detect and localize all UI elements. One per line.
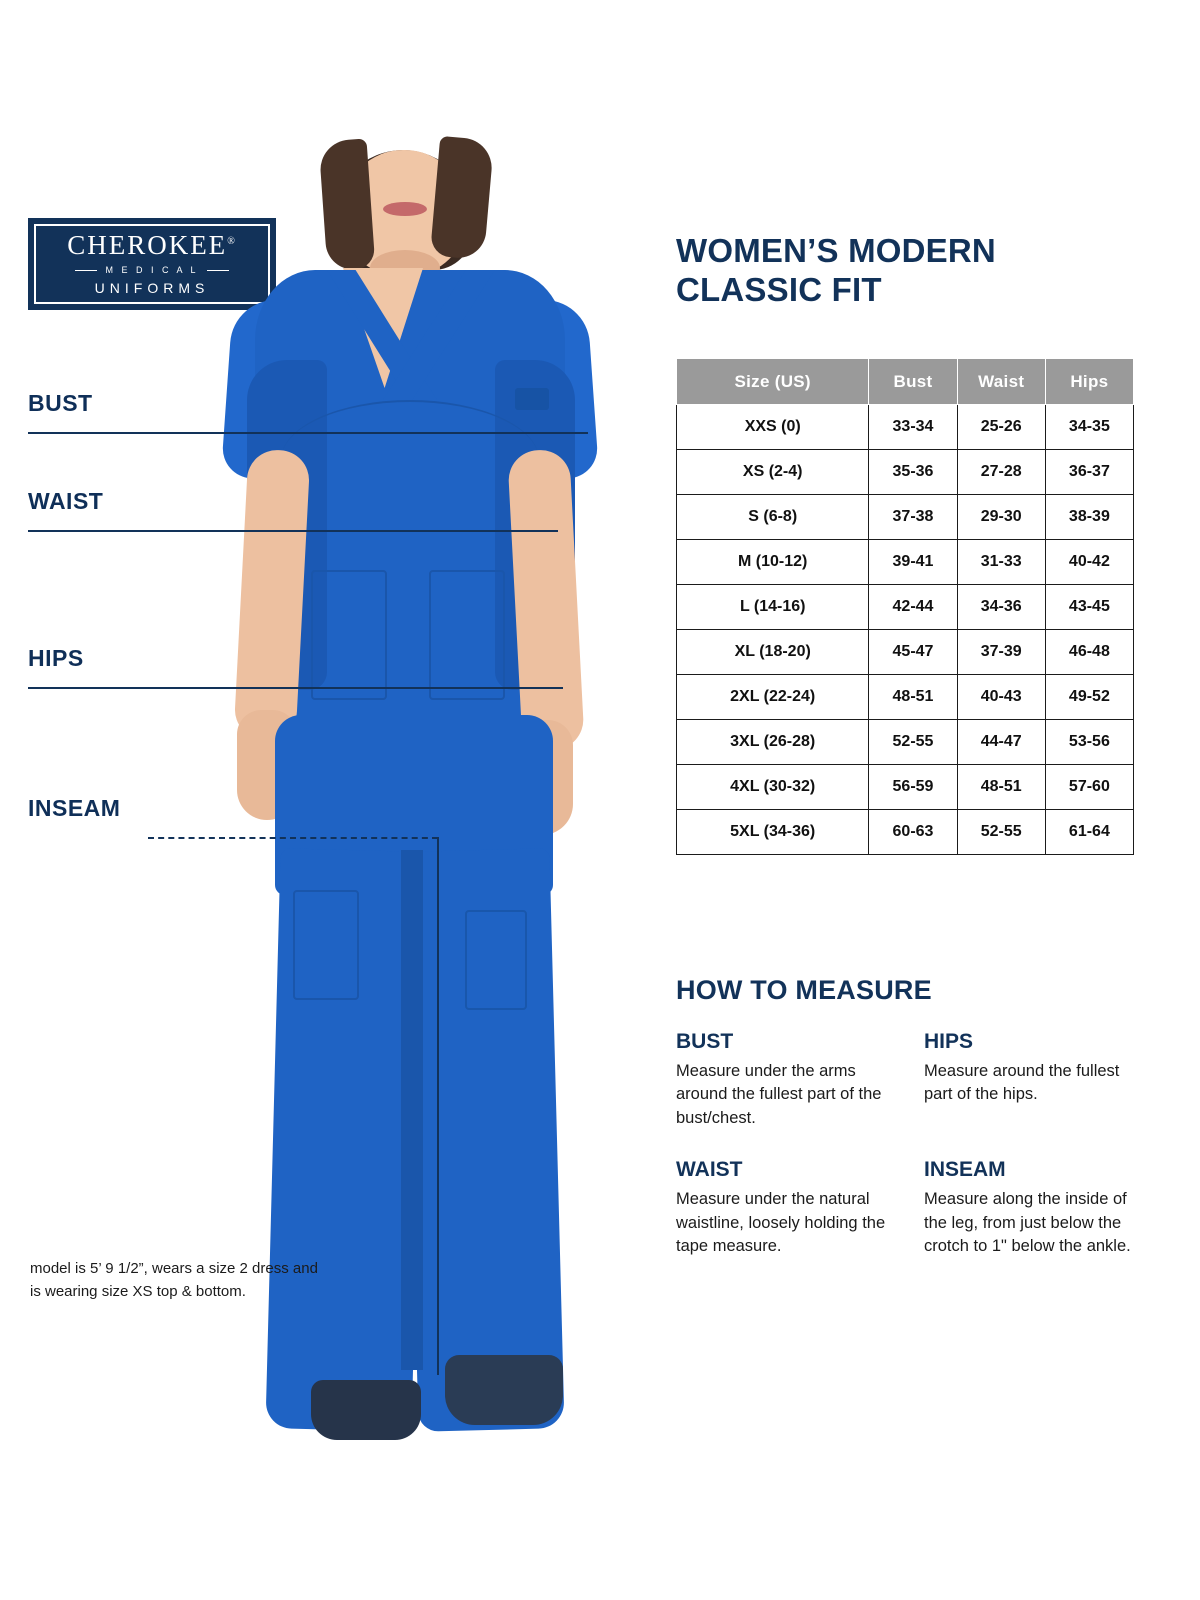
measure-line-inseam-vertical — [437, 837, 439, 1375]
how-to-item-inseam — [924, 1158, 1134, 1258]
model-hair-left — [319, 138, 376, 271]
scrub-top-pocket-right — [429, 570, 505, 700]
cell-hips: 38-39 — [1045, 495, 1133, 540]
cell-size: 5XL (34-36) — [677, 810, 869, 855]
cell-bust: 37-38 — [869, 495, 957, 540]
measure-label-hips: HIPS — [28, 645, 84, 671]
table-row — [677, 585, 1134, 630]
size-table-header — [677, 359, 1134, 405]
cell-waist: 31-33 — [957, 540, 1045, 585]
how-to-measure-grid — [676, 1030, 1134, 1259]
cell-hips: 46-48 — [1045, 630, 1133, 675]
registered-mark-icon: ® — [227, 236, 237, 247]
cell-size: 2XL (22-24) — [677, 675, 869, 720]
scrub-top-logo-tag — [515, 388, 549, 410]
model-shoe-right — [445, 1355, 563, 1425]
how-to-measure-title: HOW TO MEASURE — [676, 975, 932, 1005]
cell-size: 4XL (30-32) — [677, 765, 869, 810]
cell-hips: 36-37 — [1045, 450, 1133, 495]
logo-subtitle-medical: M E D I C A L — [105, 265, 199, 275]
table-row — [677, 720, 1134, 765]
measure-label-waist: WAIST — [28, 488, 104, 514]
model-note: model is 5’ 9 1/2”, wears a size 2 dress and is wearing size XS top & bottom. — [30, 1260, 318, 1300]
column-header-waist: Waist — [957, 359, 1045, 405]
how-to-heading-hips: HIPS — [924, 1030, 974, 1053]
cell-waist: 40-43 — [957, 675, 1045, 720]
cell-bust: 52-55 — [869, 720, 957, 765]
cell-bust: 48-51 — [869, 675, 957, 720]
model-hair-right — [430, 136, 494, 260]
table-row — [677, 540, 1134, 585]
table-row — [677, 630, 1134, 675]
cell-hips: 34-35 — [1045, 405, 1133, 450]
cell-size: 3XL (26-28) — [677, 720, 869, 765]
cell-bust: 35-36 — [869, 450, 957, 495]
cell-size: S (6-8) — [677, 495, 869, 540]
how-to-item-hips — [924, 1030, 1134, 1130]
size-table-body — [677, 405, 1134, 855]
table-header-row — [677, 359, 1134, 405]
how-to-body-hips: Measure around the fullest part of the hips. — [924, 1062, 1120, 1104]
measure-label-bust: BUST — [28, 390, 93, 416]
cell-size: XL (18-20) — [677, 630, 869, 675]
table-row — [677, 765, 1134, 810]
measure-line-bust — [28, 432, 588, 434]
cell-bust: 60-63 — [869, 810, 957, 855]
how-to-heading-waist: WAIST — [676, 1158, 743, 1182]
cell-hips: 53-56 — [1045, 720, 1133, 765]
column-header-size: Size (US) — [677, 359, 869, 405]
how-to-heading-inseam: INSEAM — [924, 1158, 1006, 1182]
cell-hips: 43-45 — [1045, 585, 1133, 630]
measure-line-hips — [28, 687, 563, 689]
how-to-item-bust — [676, 1030, 924, 1130]
cell-waist: 27-28 — [957, 450, 1045, 495]
how-to-body-bust: Measure under the arms around the fullest part of the bust/chest. — [676, 1062, 882, 1127]
cell-bust: 39-41 — [869, 540, 957, 585]
cell-hips: 49-52 — [1045, 675, 1133, 720]
cell-bust: 56-59 — [869, 765, 957, 810]
table-row — [677, 405, 1134, 450]
cell-waist: 29-30 — [957, 495, 1045, 540]
scrub-pants-inseam-shadow — [401, 850, 423, 1370]
column-header-hips: Hips — [1045, 359, 1133, 405]
scrub-pants-cargo-pocket-left — [293, 890, 359, 1000]
measure-line-waist — [28, 530, 558, 532]
page-title: WOMEN’S MODERN CLASSIC FIT — [676, 232, 996, 308]
table-row — [677, 675, 1134, 720]
model-shoe-left — [311, 1380, 421, 1440]
cell-hips: 57-60 — [1045, 765, 1133, 810]
how-to-item-waist — [676, 1158, 924, 1258]
how-to-heading-bust: BUST — [676, 1030, 734, 1053]
cell-size: L (14-16) — [677, 585, 869, 630]
scrub-pants-cargo-pocket-right — [465, 910, 527, 1010]
size-chart-table — [676, 358, 1134, 855]
cell-bust: 45-47 — [869, 630, 957, 675]
cell-waist: 25-26 — [957, 405, 1045, 450]
table-row — [677, 450, 1134, 495]
measure-line-inseam — [148, 837, 438, 839]
table-row — [677, 810, 1134, 855]
table-row — [677, 495, 1134, 540]
cell-bust: 42-44 — [869, 585, 957, 630]
cell-waist: 44-47 — [957, 720, 1045, 765]
cell-waist: 34-36 — [957, 585, 1045, 630]
column-header-bust: Bust — [869, 359, 957, 405]
cell-size: XXS (0) — [677, 405, 869, 450]
how-to-body-waist: Measure under the natural waistline, loosely holding the tape measure. — [676, 1190, 886, 1256]
logo-brand-name — [67, 232, 237, 259]
cell-hips: 61-64 — [1045, 810, 1133, 855]
cell-bust: 33-34 — [869, 405, 957, 450]
logo-brand-text: CHEROKEE — [67, 230, 228, 260]
cell-waist: 37-39 — [957, 630, 1045, 675]
logo-subtitle-uniforms: UNIFORMS — [94, 280, 210, 296]
cell-size: M (10-12) — [677, 540, 869, 585]
how-to-body-inseam: Measure along the inside of the leg, from just below the crotch to 1" below the ankle. — [924, 1190, 1131, 1256]
cell-waist: 48-51 — [957, 765, 1045, 810]
cell-waist: 52-55 — [957, 810, 1045, 855]
scrub-top-pocket-left — [311, 570, 387, 700]
cell-size: XS (2-4) — [677, 450, 869, 495]
measure-label-inseam: INSEAM — [28, 795, 121, 821]
model-photo — [215, 150, 645, 1430]
model-lips — [383, 202, 427, 216]
cell-hips: 40-42 — [1045, 540, 1133, 585]
